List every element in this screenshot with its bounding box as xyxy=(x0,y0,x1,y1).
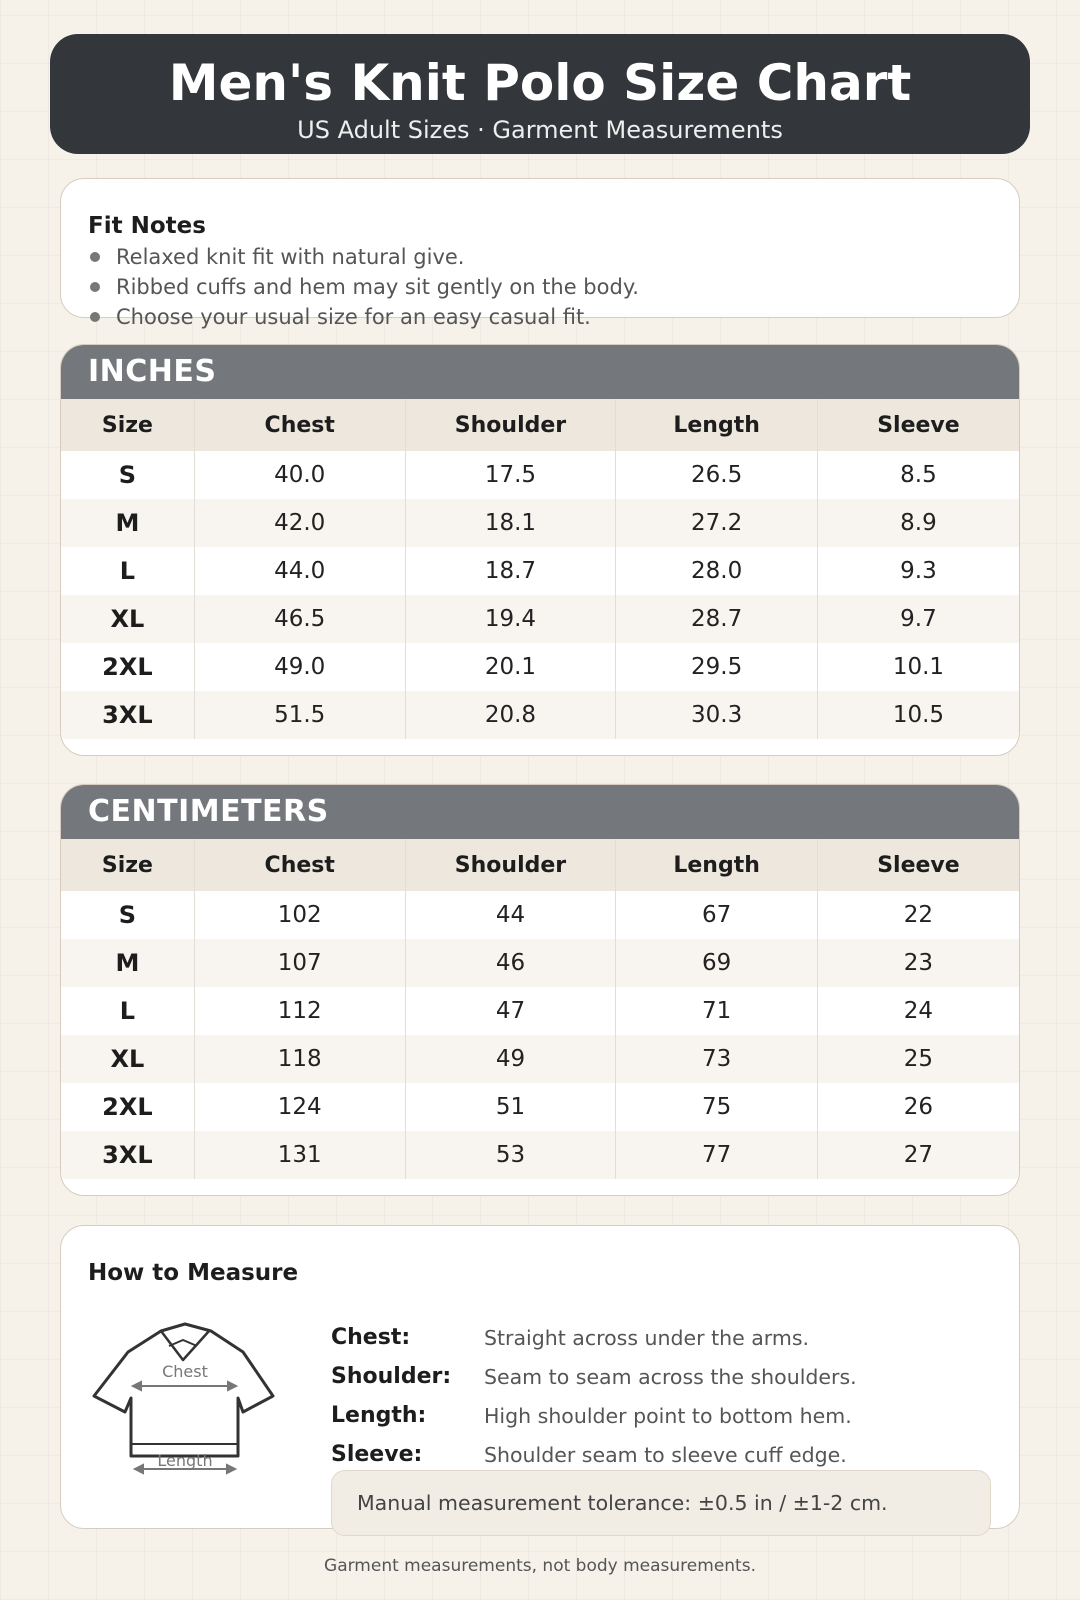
length-cell: 28.0 xyxy=(616,547,818,595)
definition-term: Length: xyxy=(331,1403,427,1428)
length-cell: 27.2 xyxy=(616,499,818,547)
sleeve-cell: 25 xyxy=(817,1035,1019,1083)
length-cell: 28.7 xyxy=(616,595,818,643)
centimeters-table-card xyxy=(60,784,1020,1196)
inches-band-title: INCHES xyxy=(61,345,1019,399)
size-cell: S xyxy=(61,451,194,499)
footer-note: Garment measurements, not body measurements. xyxy=(324,1556,756,1576)
centimeters-table xyxy=(61,839,1019,1179)
chest-cell: 42.0 xyxy=(194,499,405,547)
fit-note-item: Ribbed cuffs and hem may sit gently on the body. xyxy=(88,272,992,302)
measurement-definitions xyxy=(331,1318,1011,1474)
size-cell: 2XL xyxy=(61,643,194,691)
table-row xyxy=(61,1131,1019,1179)
chest-cell: 112 xyxy=(194,987,405,1035)
shoulder-cell: 46 xyxy=(405,939,616,987)
column-header-shoulder: Shoulder xyxy=(405,399,616,451)
column-header-chest: Chest xyxy=(194,399,405,451)
column-header-length: Length xyxy=(616,399,818,451)
definition-row xyxy=(331,1396,1011,1435)
shoulder-cell: 53 xyxy=(405,1131,616,1179)
shoulder-cell: 20.1 xyxy=(405,643,616,691)
polo-shirt-diagram xyxy=(91,1316,281,1481)
sleeve-cell: 10.5 xyxy=(817,691,1019,739)
chest-cell: 49.0 xyxy=(194,643,405,691)
sleeve-cell: 8.5 xyxy=(817,451,1019,499)
chest-cell: 51.5 xyxy=(194,691,405,739)
table-row xyxy=(61,987,1019,1035)
definition-row xyxy=(331,1357,1011,1396)
fit-note-item: Choose your usual size for an easy casual fit. xyxy=(88,302,992,332)
centimeters-band-title: CENTIMETERS xyxy=(61,785,1019,839)
length-cell: 71 xyxy=(616,987,818,1035)
definition-term: Shoulder: xyxy=(331,1364,452,1389)
sleeve-cell: 27 xyxy=(817,1131,1019,1179)
length-cell: 29.5 xyxy=(616,643,818,691)
size-cell: L xyxy=(61,987,194,1035)
shoulder-cell: 18.7 xyxy=(405,547,616,595)
polo-shirt-outline-icon xyxy=(94,1324,273,1456)
chest-diagram-label: Chest xyxy=(162,1362,208,1381)
inches-table-card xyxy=(60,344,1020,756)
chest-cell: 107 xyxy=(194,939,405,987)
how-to-measure-heading: How to Measure xyxy=(88,1260,299,1286)
chest-cell: 124 xyxy=(194,1083,405,1131)
column-header-shoulder: Shoulder xyxy=(405,839,616,891)
size-cell: L xyxy=(61,547,194,595)
sleeve-cell: 24 xyxy=(817,987,1019,1035)
definition-term: Chest: xyxy=(331,1325,411,1350)
sleeve-cell: 26 xyxy=(817,1083,1019,1131)
page-header xyxy=(50,34,1030,154)
shoulder-cell: 44 xyxy=(405,891,616,939)
chest-cell: 102 xyxy=(194,891,405,939)
table-row xyxy=(61,1035,1019,1083)
table-row xyxy=(61,547,1019,595)
table-header-row xyxy=(61,839,1019,891)
how-to-measure-card xyxy=(60,1225,1020,1529)
length-diagram-label: Length xyxy=(157,1451,213,1470)
column-header-size: Size xyxy=(61,399,194,451)
shoulder-cell: 49 xyxy=(405,1035,616,1083)
fit-notes-heading: Fit Notes xyxy=(88,213,206,239)
table-row xyxy=(61,643,1019,691)
size-cell: XL xyxy=(61,595,194,643)
chest-cell: 131 xyxy=(194,1131,405,1179)
sleeve-cell: 9.7 xyxy=(817,595,1019,643)
sleeve-cell: 22 xyxy=(817,891,1019,939)
length-cell: 77 xyxy=(616,1131,818,1179)
column-header-chest: Chest xyxy=(194,839,405,891)
shoulder-cell: 19.4 xyxy=(405,595,616,643)
sleeve-cell: 9.3 xyxy=(817,547,1019,595)
fit-notes-list xyxy=(88,242,992,332)
size-cell: 2XL xyxy=(61,1083,194,1131)
size-cell: XL xyxy=(61,1035,194,1083)
table-row xyxy=(61,595,1019,643)
sleeve-cell: 8.9 xyxy=(817,499,1019,547)
shoulder-cell: 17.5 xyxy=(405,451,616,499)
shoulder-cell: 18.1 xyxy=(405,499,616,547)
length-cell: 67 xyxy=(616,891,818,939)
definition-description: Seam to seam across the shoulders. xyxy=(484,1364,857,1389)
definition-description: High shoulder point to bottom hem. xyxy=(484,1403,852,1428)
table-row xyxy=(61,939,1019,987)
chest-cell: 118 xyxy=(194,1035,405,1083)
table-row xyxy=(61,499,1019,547)
definition-description: Shoulder seam to sleeve cuff edge. xyxy=(484,1442,847,1467)
length-cell: 69 xyxy=(616,939,818,987)
shoulder-cell: 47 xyxy=(405,987,616,1035)
column-header-sleeve: Sleeve xyxy=(817,399,1019,451)
definition-row xyxy=(331,1318,1011,1357)
definition-description: Straight across under the arms. xyxy=(484,1325,810,1350)
page-subtitle: US Adult Sizes · Garment Measurements xyxy=(297,116,783,144)
tolerance-note: Manual measurement tolerance: ±0.5 in / ±1-2 cm. xyxy=(331,1470,991,1536)
sleeve-cell: 10.1 xyxy=(817,643,1019,691)
table-header-row xyxy=(61,399,1019,451)
size-cell: M xyxy=(61,939,194,987)
chest-cell: 44.0 xyxy=(194,547,405,595)
chest-cell: 46.5 xyxy=(194,595,405,643)
inches-table xyxy=(61,399,1019,739)
fit-note-item: Relaxed knit fit with natural give. xyxy=(88,242,992,272)
fit-notes-card xyxy=(60,178,1020,329)
length-cell: 30.3 xyxy=(616,691,818,739)
shoulder-cell: 51 xyxy=(405,1083,616,1131)
size-cell: S xyxy=(61,891,194,939)
length-cell: 73 xyxy=(616,1035,818,1083)
size-cell: 3XL xyxy=(61,691,194,739)
definition-row xyxy=(331,1435,1011,1474)
sleeve-cell: 23 xyxy=(817,939,1019,987)
column-header-size: Size xyxy=(61,839,194,891)
size-cell: M xyxy=(61,499,194,547)
definition-term: Sleeve: xyxy=(331,1442,423,1467)
column-header-length: Length xyxy=(616,839,818,891)
page-title: Men's Knit Polo Size Chart xyxy=(168,54,912,112)
length-cell: 26.5 xyxy=(616,451,818,499)
size-cell: 3XL xyxy=(61,1131,194,1179)
shoulder-cell: 20.8 xyxy=(405,691,616,739)
length-cell: 75 xyxy=(616,1083,818,1131)
column-header-sleeve: Sleeve xyxy=(817,839,1019,891)
chest-cell: 40.0 xyxy=(194,451,405,499)
table-row xyxy=(61,691,1019,739)
table-row xyxy=(61,1083,1019,1131)
table-row xyxy=(61,451,1019,499)
table-row xyxy=(61,891,1019,939)
